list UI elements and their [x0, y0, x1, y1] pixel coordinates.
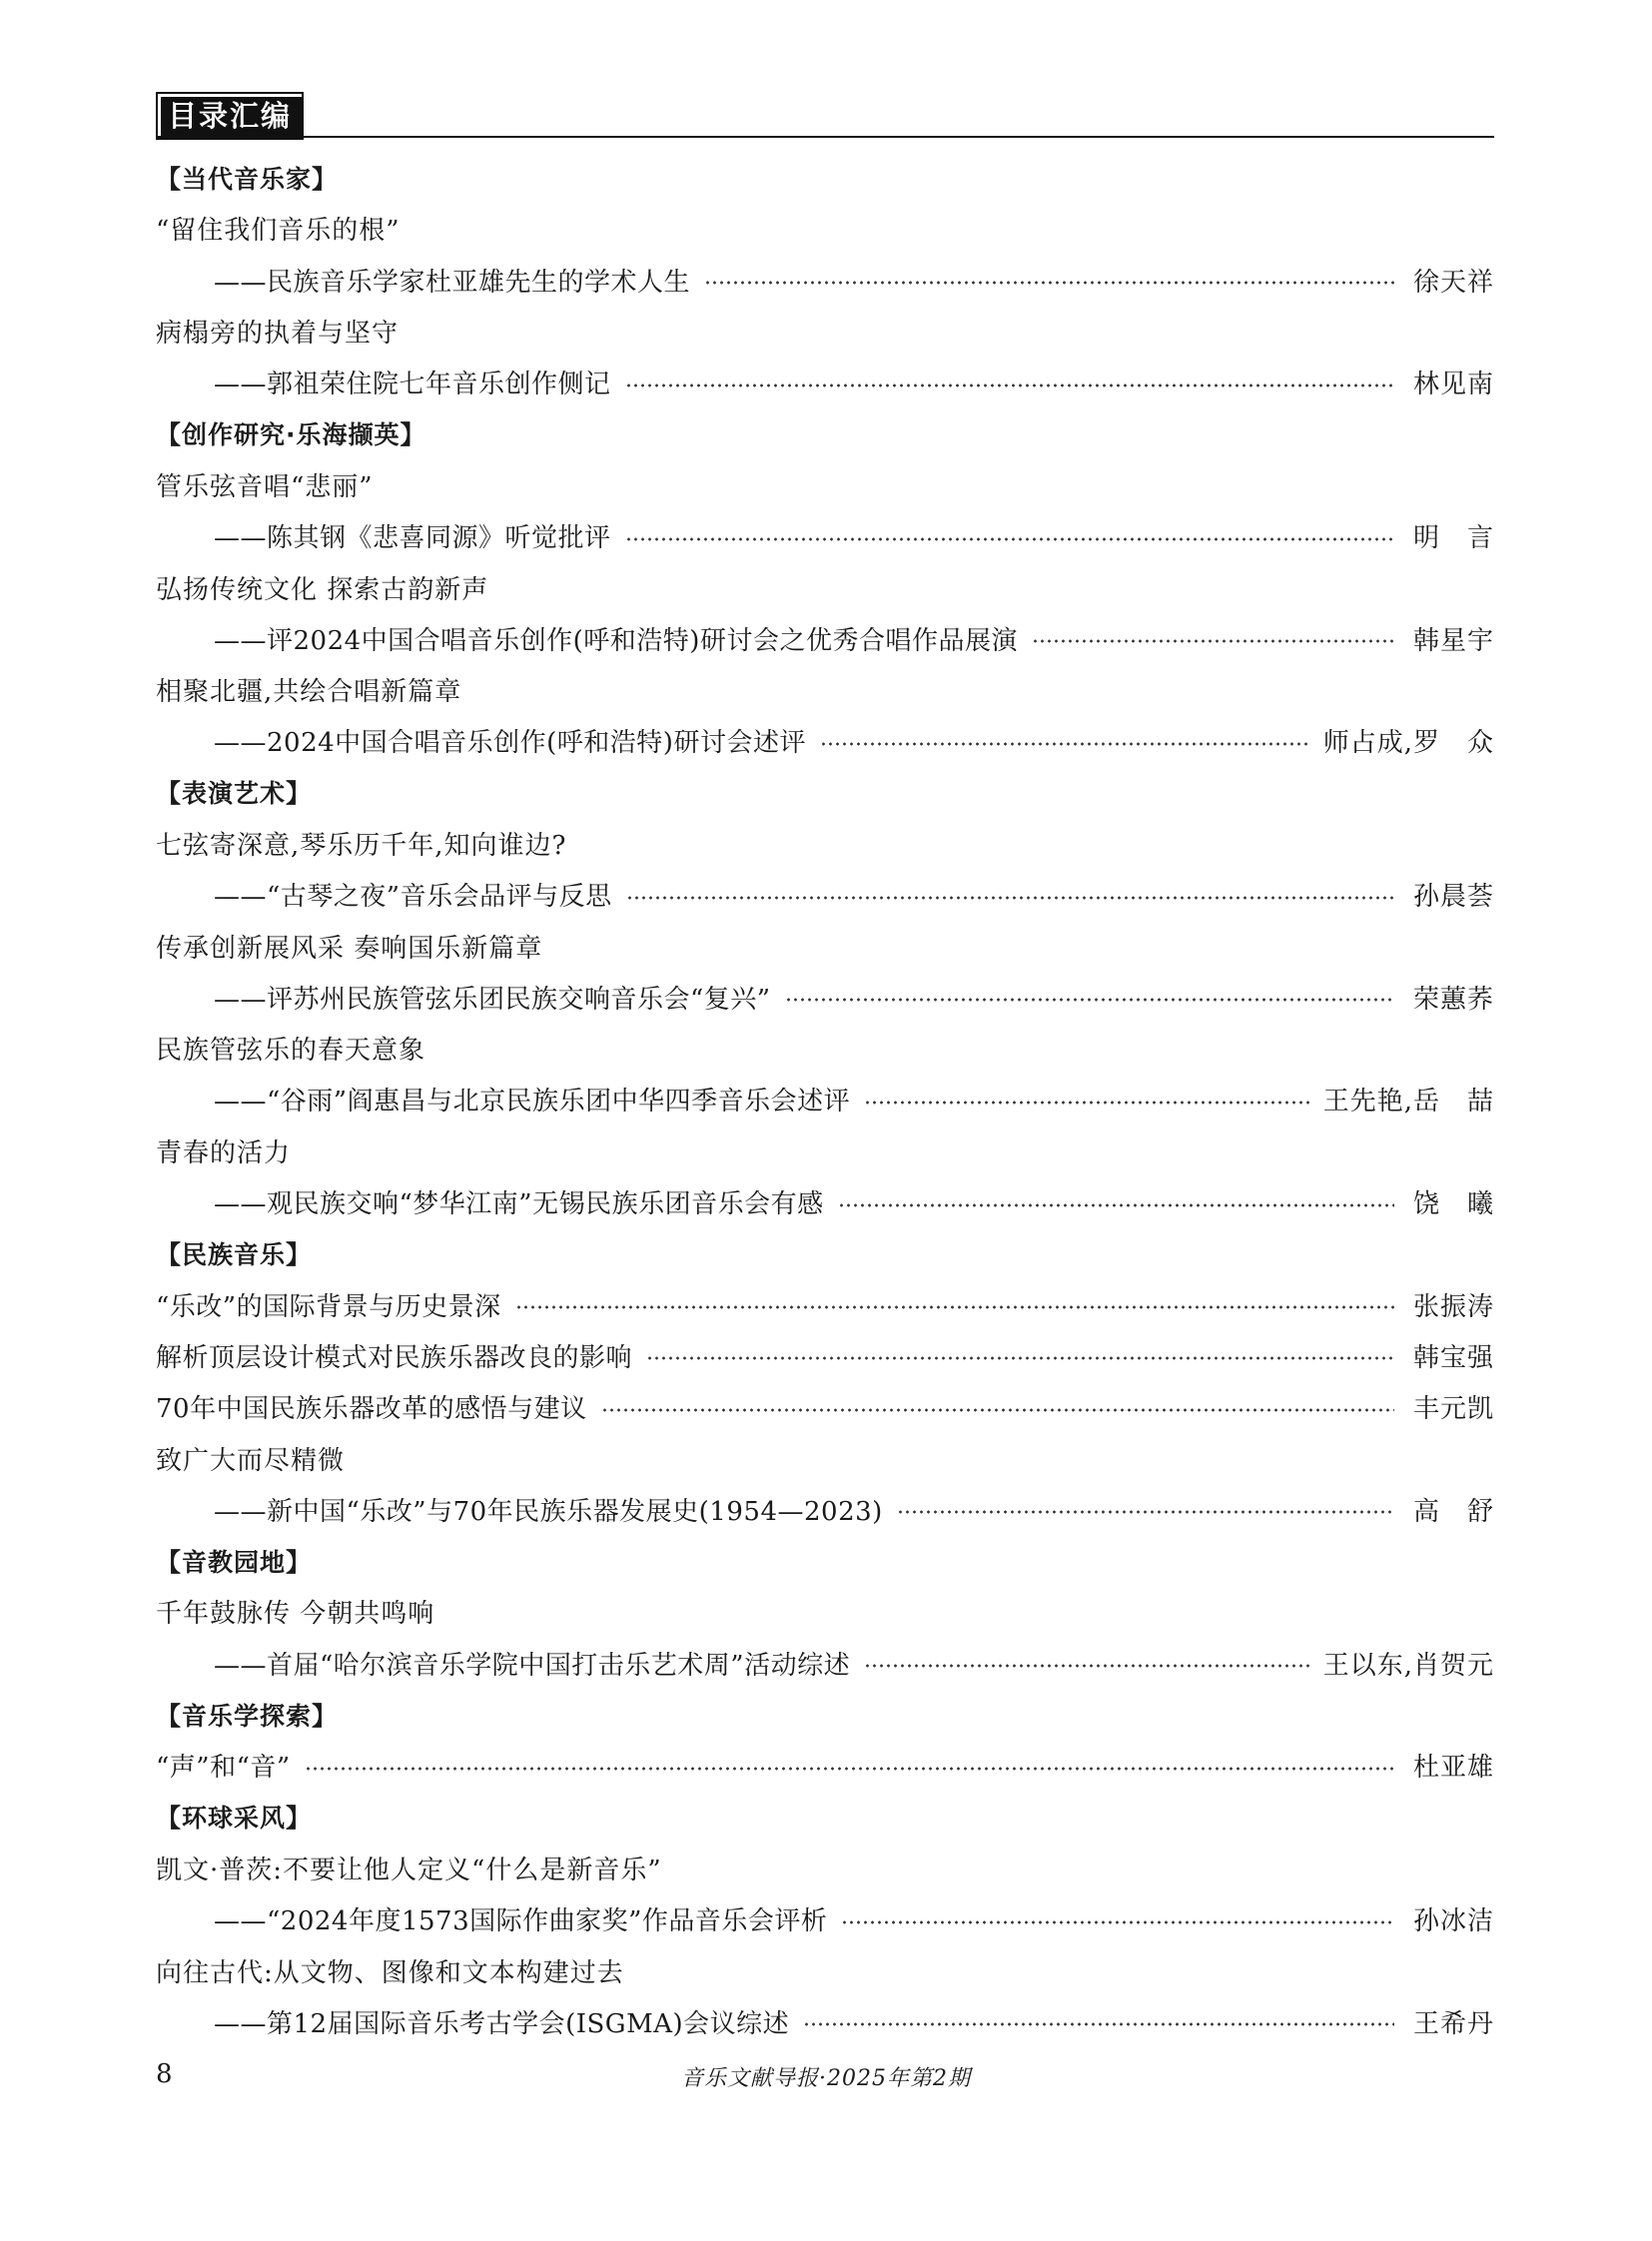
toc-entry[interactable]: [156, 1484, 1494, 1535]
toc-entry[interactable]: [156, 869, 1494, 920]
entry-title[interactable]: 向往古代:从文物、图像和文本构建过去: [156, 1957, 624, 1988]
dot-leader: [646, 1356, 1394, 1360]
entry-subtitle: ——民族音乐学家杜亚雄先生的学术人生: [214, 267, 691, 298]
dot-leader: [625, 537, 1394, 541]
entry-title[interactable]: 管乐弦音唱“悲丽”: [156, 471, 374, 502]
entry-title[interactable]: 青春的活力: [156, 1137, 292, 1168]
journal-name: 音乐文献导报·2025年第2期: [681, 2066, 971, 2091]
entry-title[interactable]: 致广大而尽精微: [156, 1445, 346, 1476]
section-heading: 【当代音乐家】: [156, 164, 339, 194]
table-of-contents: [156, 152, 1494, 2047]
dot-leader: [626, 896, 1394, 900]
toc-entry[interactable]: [156, 1740, 1494, 1791]
entry-author: 王希丹: [1412, 2008, 1494, 2039]
toc-entry[interactable]: [156, 1996, 1494, 2047]
toc-entry[interactable]: [156, 613, 1494, 664]
entry-subtitle: ——“古琴之夜”音乐会品评与反思: [214, 882, 612, 913]
toc-entry[interactable]: [156, 972, 1494, 1023]
section-heading: 【音教园地】: [156, 1547, 313, 1577]
entry-author: 明 言: [1412, 523, 1494, 554]
entry-title: 70年中国民族乐器改革的感悟与建议: [156, 1394, 587, 1425]
dot-leader: [515, 1305, 1394, 1309]
entry-author: 王以东,肖贺元: [1322, 1650, 1494, 1681]
dot-leader: [305, 1767, 1394, 1771]
toc-entry[interactable]: [156, 1279, 1494, 1330]
entry-title[interactable]: “留住我们音乐的根”: [156, 216, 401, 247]
entry-author: 荣蕙荞: [1412, 984, 1494, 1015]
entry-title[interactable]: 民族管弦乐的春天意象: [156, 1036, 426, 1067]
section-heading: 【创作研究·乐海撷英】: [156, 420, 426, 450]
toc-entry[interactable]: [156, 1638, 1494, 1689]
entry-author: 徐天祥: [1412, 267, 1494, 298]
entry-title[interactable]: 病榻旁的执着与坚守: [156, 319, 400, 350]
entry-author: 张振涛: [1412, 1291, 1494, 1322]
entry-subtitle: ——观民族交响“梦华江南”无锡民族乐团音乐会有感: [214, 1189, 824, 1220]
toc-entry[interactable]: [156, 357, 1494, 407]
toc-header: [156, 92, 1494, 138]
page-number: 8: [156, 2059, 173, 2089]
dot-leader: [785, 998, 1394, 1002]
entry-title[interactable]: 弘扬传统文化 探索古韵新声: [156, 574, 489, 605]
entry-title: “声”和“音”: [156, 1753, 291, 1784]
dot-leader: [841, 1920, 1394, 1924]
dot-leader: [864, 1664, 1309, 1668]
entry-author: 韩星宇: [1412, 625, 1494, 656]
dot-leader: [897, 1510, 1394, 1514]
entry-subtitle: ——郭祖荣住院七年音乐创作侧记: [214, 370, 611, 400]
header-rule: [156, 136, 1494, 138]
entry-author: 王先艳,岳 喆: [1322, 1087, 1494, 1118]
entry-subtitle: ——“2024年度1573国际作曲家奖”作品音乐会评析: [214, 1906, 828, 1937]
entry-author: 孙冰洁: [1412, 1906, 1494, 1937]
entry-subtitle: ——新中国“乐改”与70年民族乐器发展史(1954—2023): [214, 1496, 883, 1527]
page-title: 目录汇编: [156, 92, 304, 140]
entry-subtitle: ——评苏州民族管弦乐团民族交响音乐会“复兴”: [214, 984, 771, 1015]
section-heading: 【环球采风】: [156, 1804, 313, 1834]
dot-leader: [864, 1101, 1309, 1105]
entry-author: 饶 曦: [1412, 1189, 1494, 1220]
entry-title[interactable]: 七弦寄深意,琴乐历千年,知向谁边?: [156, 831, 567, 861]
dot-leader: [838, 1203, 1394, 1207]
toc-entry[interactable]: [156, 715, 1494, 766]
entry-subtitle: ——第12届国际音乐考古学会(ISGMA)会议综述: [214, 2008, 790, 2039]
entry-author: 丰元凯: [1412, 1394, 1494, 1425]
entry-title[interactable]: 传承创新展风采 奏响国乐新篇章: [156, 933, 543, 964]
entry-title[interactable]: 千年鼓脉传 今朝共鸣响: [156, 1599, 435, 1630]
entry-author: 杜亚雄: [1412, 1753, 1494, 1784]
entry-author: 孙晨荟: [1412, 882, 1494, 913]
section-heading: 【民族音乐】: [156, 1239, 313, 1269]
dot-leader: [625, 383, 1394, 387]
entry-title[interactable]: 相聚北疆,共绘合唱新篇章: [156, 677, 462, 708]
section-heading: 【表演艺术】: [156, 779, 313, 809]
entry-subtitle: ——首届“哈尔滨音乐学院中国打击乐艺术周”活动综述: [214, 1650, 851, 1681]
toc-entry[interactable]: [156, 1330, 1494, 1381]
toc-entry[interactable]: [156, 1893, 1494, 1944]
section-heading: 【音乐学探索】: [156, 1701, 339, 1731]
toc-entry[interactable]: [156, 1176, 1494, 1227]
entry-title: 解析顶层设计模式对民族乐器改良的影响: [156, 1342, 633, 1373]
entry-author: 林见南: [1412, 370, 1494, 400]
dot-leader: [601, 1408, 1394, 1412]
dot-leader: [803, 2022, 1394, 2026]
dot-leader: [820, 742, 1309, 746]
toc-entry[interactable]: [156, 510, 1494, 561]
entry-title[interactable]: 凯文·普茨:不要让他人定义“什么是新音乐”: [156, 1855, 662, 1885]
dot-leader: [704, 281, 1394, 285]
entry-subtitle: ——“谷雨”阎惠昌与北京民族乐团中华四季音乐会述评: [214, 1087, 851, 1118]
entry-title: “乐改”的国际背景与历史景深: [156, 1291, 501, 1322]
entry-subtitle: ——评2024中国合唱音乐创作(呼和浩特)研讨会之优秀合唱作品展演: [214, 625, 1018, 656]
toc-entry[interactable]: [156, 1074, 1494, 1124]
entry-subtitle: ——2024中国合唱音乐创作(呼和浩特)研讨会述评: [214, 728, 806, 759]
entry-author: 韩宝强: [1412, 1342, 1494, 1373]
entry-author: 高 舒: [1412, 1496, 1494, 1527]
entry-author: 师占成,罗 众: [1322, 728, 1494, 759]
dot-leader: [1032, 639, 1394, 643]
toc-entry[interactable]: [156, 1381, 1494, 1432]
toc-entry[interactable]: [156, 255, 1494, 306]
entry-subtitle: ——陈其钢《悲喜同源》听觉批评: [214, 523, 611, 554]
